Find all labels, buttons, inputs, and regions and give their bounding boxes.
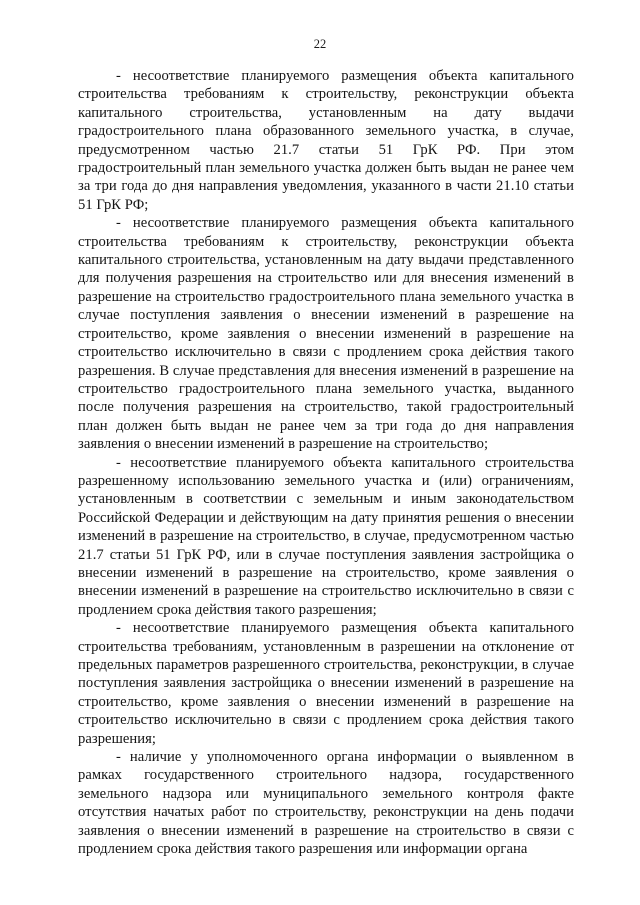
- page-number: 22: [313, 37, 327, 51]
- paragraph-2: - несоответствие планируемого размещения объекта капитального строительства требованиям к строительству, реконструкции объекта капитального строительства, установленным на дату выдачи представленного для получения разрешения на строительство или для внесения изменений в разрешение на строительство градостроительного плана земельного участка в случае поступления заявления о внесении изменений в разрешение на строительство, кроме заявления о внесении изменений в разрешение на строительство исключительно в связи с продлением срока действия такого разрешения. В случае представления для внесения изменений в разрешение на строительство градостроительного плана земельного участка, выданного после получения разрешения на строительство, такой градостроительный план должен быть выдан не ранее чем за три года до дня направления заявления о внесении изменений в разрешение на строительство;: [78, 215, 574, 453]
- paragraph-5: - наличие у уполномоченного органа информации о выявленном в рамках государственного строительного надзора, государственного земельного надзора или муниципального земельного контроля факте отсутствия начатых работ по строительству, реконструкции на день подачи заявления о внесении изменений в разрешение на строительство в связи с продлением срока действия такого разрешения или информации органа: [78, 749, 574, 858]
- paragraph-4: - несоответствие планируемого размещения объекта капитального строительства требованиям, установленным в разрешении на отклонение от предельных параметров разрешенного строительства, реконструкции, в случае поступления заявления застройщика о внесении изменений в разрешение на строительство, кроме заявления о внесении изменений в разрешение на строительство исключительно в связи с продлением срока действия такого разрешения;: [78, 620, 574, 747]
- document-body: [78, 67, 574, 858]
- paragraph-3: - несоответствие планируемого объекта капитального строительства разрешенному использованию земельного участка и (или) ограничениям, установленным в соответствии с земельным и иным законодательством Российской Федерации и действующим на дату принятия решения о внесении изменений в разрешение на строительство, в случае, предусмотренном частью 21.7 статьи 51 ГрК РФ, или в случае поступления заявления застройщика о внесении изменений в разрешение на строительство, кроме заявления о внесении изменений в разрешение на строительство исключительно в связи с продлением срока действия такого разрешения;: [78, 454, 574, 618]
- paragraph-1: - несоответствие планируемого размещения объекта капитального строительства требованиям к строительству, реконструкции объекта капитального строительства, установленным на дату выдачи градостроительного плана образованного земельного участка, в случае, предусмотренном частью 21.7 статьи 51 ГрК РФ. При этом градостроительный план земельного участка должен быть выдан не ранее чем за три года до дня направления уведомления, указанного в части 21.10 статьи 51 ГрК РФ;: [78, 68, 574, 213]
